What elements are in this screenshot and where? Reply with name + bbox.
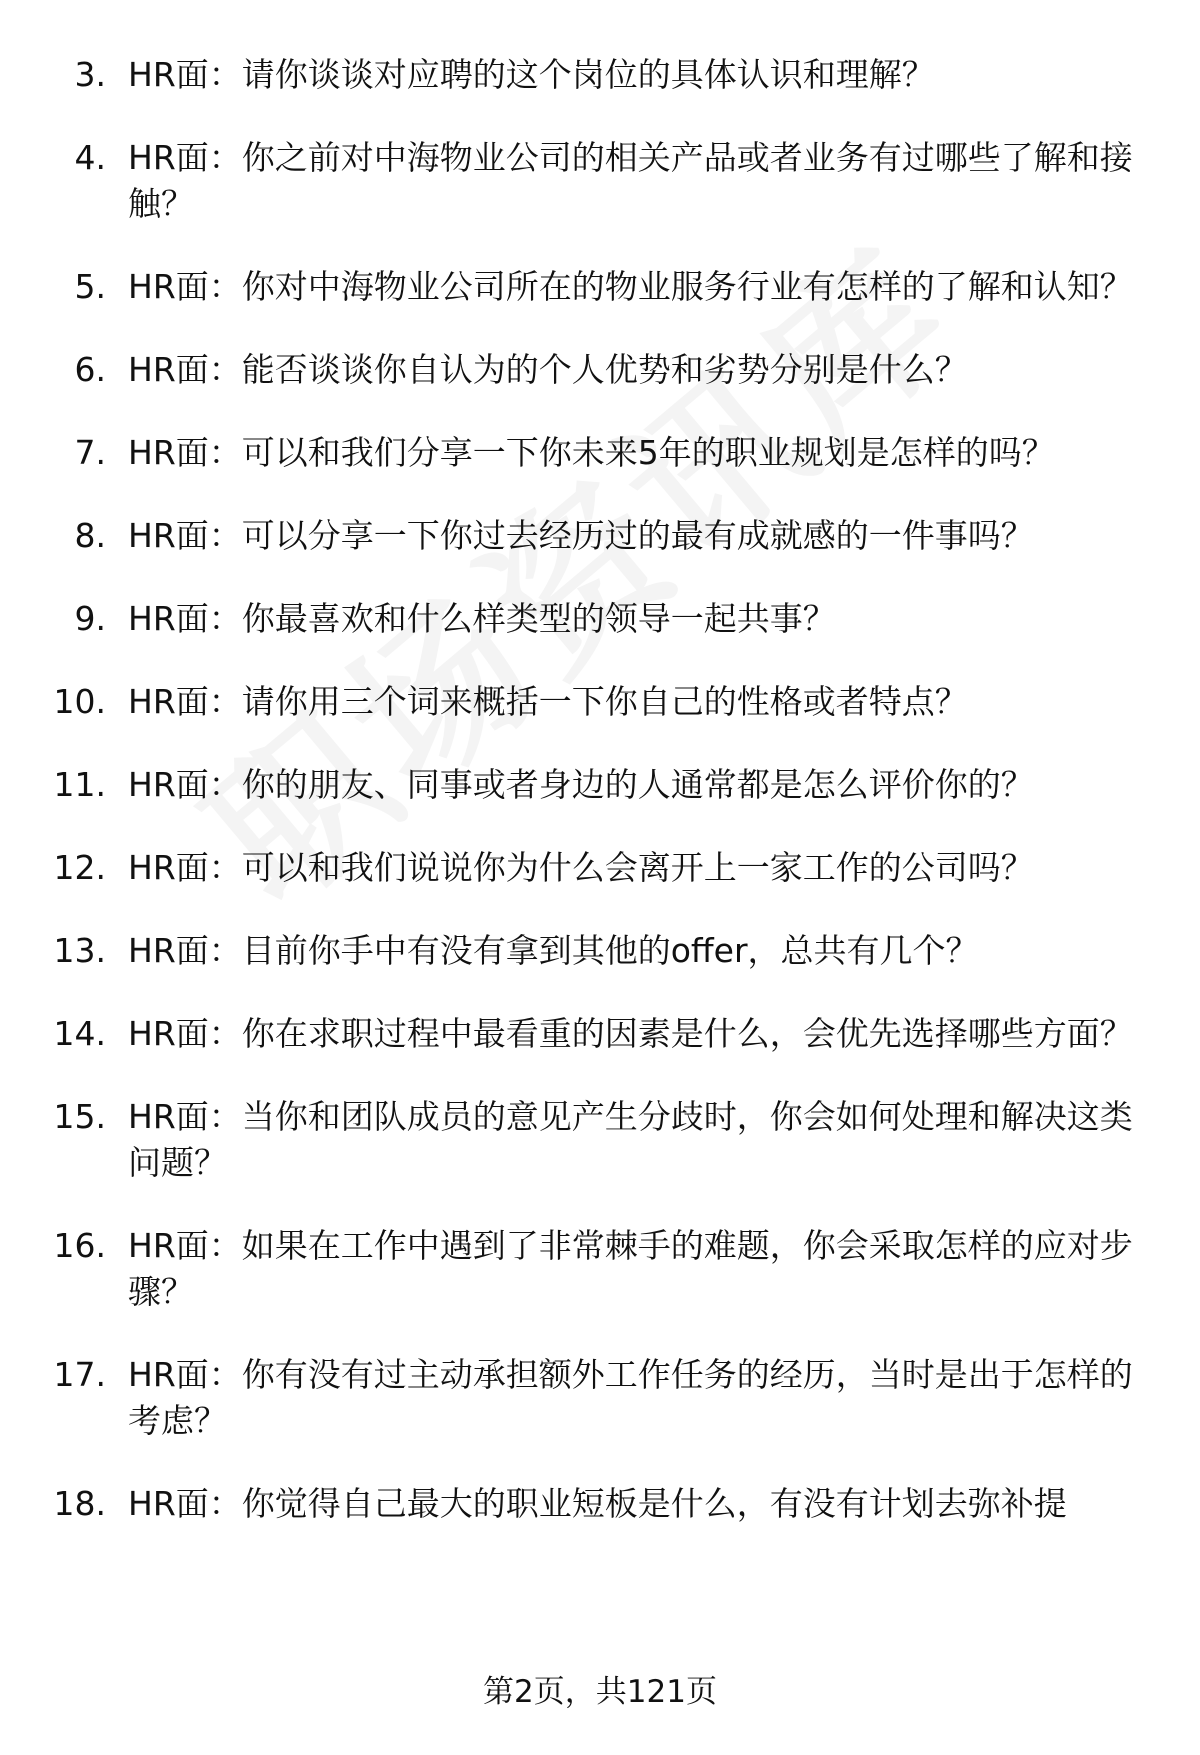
item-number: 10.: [53, 682, 106, 721]
list-item: [0, 1223, 1200, 1315]
item-number: 15.: [53, 1097, 106, 1136]
item-text: HR面：你对中海物业公司所在的物业服务行业有怎样的了解和认知？: [128, 267, 1133, 306]
item-number: 14.: [53, 1014, 106, 1053]
item-number: 9.: [74, 599, 106, 638]
list-item: [0, 1094, 1200, 1186]
item-text: HR面：请你用三个词来概括一下你自己的性格或者特点？: [128, 682, 968, 721]
list-item: [0, 430, 1200, 476]
item-number: 18.: [53, 1484, 106, 1523]
item-text: HR面：你最喜欢和什么样类型的领导一起共事？: [128, 599, 836, 638]
list-item: [0, 1481, 1200, 1527]
item-text: HR面：你的朋友、同事或者身边的人通常都是怎么评价你的？: [128, 765, 1034, 804]
list-item: [0, 845, 1200, 891]
item-text: HR面：可以分享一下你过去经历过的最有成就感的一件事吗？: [128, 516, 1034, 555]
item-text: HR面：能否谈谈你自认为的个人优势和劣势分别是什么？: [128, 350, 968, 389]
item-number: 11.: [53, 765, 106, 804]
list-item: [0, 52, 1200, 98]
item-number: 16.: [53, 1226, 106, 1265]
item-text: HR面：目前你手中有没有拿到其他的offer，总共有几个？: [128, 931, 979, 970]
item-number: 6.: [74, 350, 106, 389]
item-text: HR面：请你谈谈对应聘的这个岗位的具体认识和理解？: [128, 55, 935, 94]
list-item: [0, 679, 1200, 725]
item-number: 8.: [74, 516, 106, 555]
item-number: 7.: [74, 433, 106, 472]
list-item: [0, 596, 1200, 642]
item-text: HR面：当你和团队成员的意见产生分歧时，你会如何处理和解决这类问题？: [128, 1097, 1133, 1182]
page-footer: 第2页，共121页: [483, 1674, 717, 1710]
item-number: 5.: [74, 267, 106, 306]
list-item: [0, 135, 1200, 227]
item-number: 17.: [53, 1355, 106, 1394]
item-text: HR面：可以和我们分享一下你未来5年的职业规划是怎样的吗？: [128, 433, 1055, 472]
item-text: HR面：可以和我们说说你为什么会离开上一家工作的公司吗？: [128, 848, 1034, 887]
item-text: HR面：你之前对中海物业公司的相关产品或者业务有过哪些了解和接触？: [128, 138, 1133, 223]
list-item: [0, 762, 1200, 808]
list-item: [0, 264, 1200, 310]
list-item: [0, 347, 1200, 393]
item-text: HR面：你觉得自己最大的职业短板是什么，有没有计划去弥补提: [128, 1484, 1067, 1523]
item-text: HR面：如果在工作中遇到了非常棘手的难题，你会采取怎样的应对步骤？: [128, 1226, 1133, 1311]
item-number: 13.: [53, 931, 106, 970]
item-text: HR面：你在求职过程中最看重的因素是什么，会优先选择哪些方面？: [128, 1014, 1133, 1053]
item-text: HR面：你有没有过主动承担额外工作任务的经历，当时是出于怎样的考虑？: [128, 1355, 1133, 1440]
list-item: [0, 1011, 1200, 1057]
item-number: 4.: [74, 138, 106, 177]
list-item: [0, 1352, 1200, 1444]
list-item: [0, 928, 1200, 974]
question-list: [0, 52, 1200, 1564]
item-number: 3.: [74, 55, 106, 94]
list-item: [0, 513, 1200, 559]
item-number: 12.: [53, 848, 106, 887]
